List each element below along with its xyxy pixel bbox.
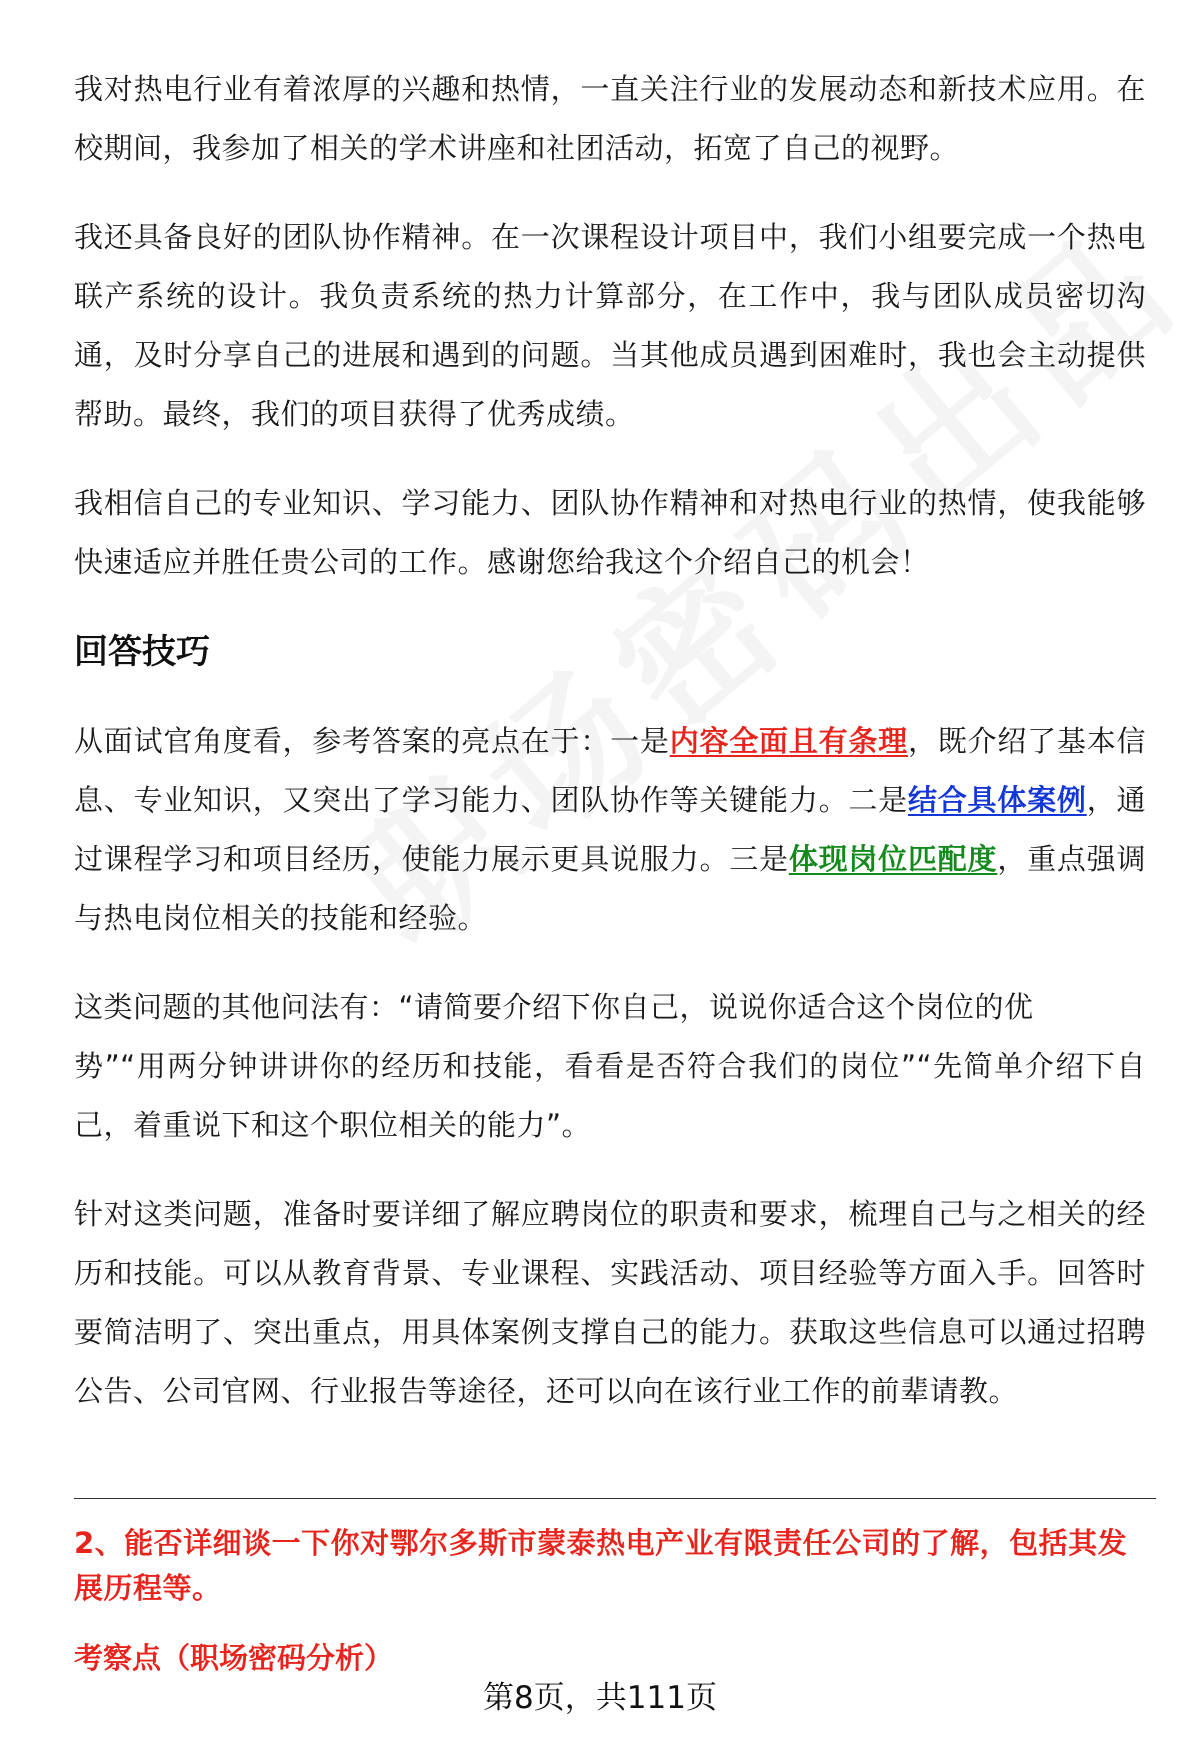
tips-text-4: ，重点强调与热电岗位相关的技能和经验。 (74, 842, 1146, 935)
paragraph-tips (74, 712, 1146, 948)
tips-text-2: ，既介绍了基本信息、专业知识，又突出了学习能力、团队协作等关键能力。二是 (74, 724, 1146, 817)
highlight-job-match: 体现岗位匹配度 (788, 842, 998, 876)
paragraph-conclusion: 我相信自己的专业知识、学习能力、团队协作精神和对热电行业的热情，使我能够快速适应并胜任贵公司的工作。感谢您给我这个介绍自己的机会！ (74, 486, 1146, 579)
tips-text-1: 从面试官角度看，参考答案的亮点在于：一是 (74, 724, 670, 758)
highlight-specific-cases: 结合具体案例 (907, 783, 1087, 817)
paragraph-interest: 我对热电行业有着浓厚的兴趣和热情，一直关注行业的发展动态和新技术应用。在校期间，我参加了相关的学术讲座和社团活动，拓宽了自己的视野。 (74, 72, 1146, 165)
page-footer: 第8页，共111页 (483, 1680, 717, 1716)
paragraph-teamwork: 我还具备良好的团队协作精神。在一次课程设计项目中，我们小组要完成一个热电联产系统的设计。我负责系统的热力计算部分，在工作中，我与团队成员密切沟通，及时分享自己的进展和遇到的问题。当其他成员遇到困难时，我也会主动提供帮助。最终，我们的项目获得了优秀成绩。 (74, 220, 1146, 431)
paragraph-preparation: 针对这类问题，准备时要详细了解应聘岗位的职责和要求，梳理自己与之相关的经历和技能。可以从教育背景、专业课程、实践活动、项目经验等方面入手。回答时要简洁明了、突出重点，用具体案例支撑自己的能力。获取这些信息可以通过招聘公告、公司官网、行业报告等途径，还可以向在该行业工作的前辈请教。 (74, 1197, 1146, 1408)
tips-text-3: ，通过课程学习和项目经历，使能力展示更具说服力。三是 (74, 783, 1146, 876)
section-divider (74, 1498, 1156, 1499)
other-questions-line1: 这类问题的其他问法有：“请简要介绍下你自己，说说你适合这个岗位的优 (74, 990, 1034, 1024)
section-heading-tips: 回答技巧 (74, 632, 210, 672)
content-area (74, 60, 1146, 1451)
question-2-subhead: 考察点（职场密码分析） (74, 1641, 394, 1675)
other-questions-rest: 势”“用两分钟讲讲你的经历和技能，看看是否符合我们的岗位”“先简单介绍下自己，着重说下和这个职位相关的能力”。 (74, 1049, 1146, 1142)
highlight-complete-content: 内容全面且有条理 (669, 724, 908, 758)
question-2-title: 2、能否详细谈一下你对鄂尔多斯市蒙泰热电产业有限责任公司的了解，包括其发展历程等。 (74, 1526, 1128, 1605)
paragraph-other-questions (74, 978, 1146, 1155)
